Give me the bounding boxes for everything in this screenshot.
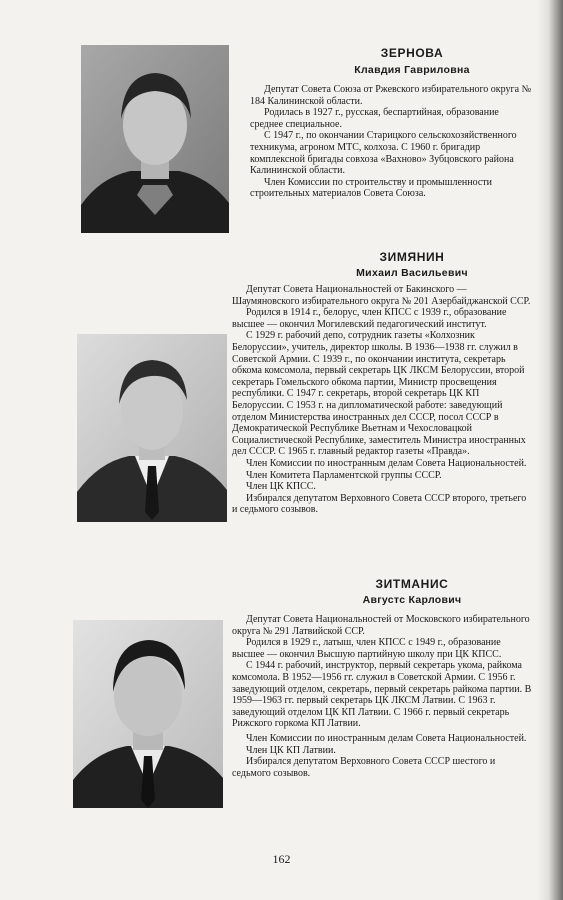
bio-paragraph: Депутат Совета Союза от Ржевского избирательного округа № 184 Калининской области. <box>250 84 532 107</box>
deputy-given-names: Августс Карлович <box>362 594 462 606</box>
bio-paragraph: Член Комиссии по иностранным делам Совета Национальностей. <box>246 457 527 469</box>
deputy-biography <box>232 614 532 779</box>
bio-paragraph: С 1929 г. рабочий депо, сотрудник газеты «Колхозник Белоруссии», учитель, директор школы. В 1936—1938 гг. служил в Советской Армии. С 1939 г., по окончании института, секретарь обкома комсомола, первый секретарь ЦК ЛКСМ Белоруссии, второй секретарь Гомельского обкома партии, Министр просвещения республики. С 1947 г. секретарь, второй секретарь ЦК КП Белоруссии. С 1953 г. на дипломатической работе: заведующий отделом Министерства иностранных дел СССР, посол СССР в Демократической Республике Вьетнам и Чехословацкой Социалистической Республике, заместитель Министра иностранных дел СССР. С 1965 г. главный редактор газеты «Правда». <box>232 330 526 458</box>
bio-paragraph: Член Комиссии по иностранным делам Совета Национальностей. <box>246 732 527 744</box>
deputy-surname: ЗИТМАНИС <box>375 577 449 591</box>
bio-paragraph: Родилась в 1927 г., русская, беспартийная, образование среднее специальное. <box>250 107 499 130</box>
bio-paragraph: Член ЦК КПСС. <box>246 481 316 493</box>
bio-paragraph: Родился в 1914 г., белорус, член КПСС с 1939 г., образование высшее — окончил Могилевский педагогический институт. <box>232 307 507 330</box>
deputy-surname: ЗИМЯНИН <box>379 250 445 264</box>
deputy-surname: ЗЕРНОВА <box>380 46 444 60</box>
deputy-given-names: Клавдия Гавриловна <box>354 64 470 76</box>
portrait-photo-zernova <box>81 45 229 233</box>
bio-paragraph: С 1944 г. рабочий, инструктор, первый секретарь укома, райкома комсомола. В 1952—1956 гг. служил в Советской Армии. С 1956 г. заведующий отделом, секретарь, первый секретарь райкома партии. В 1959—1963 гг. первый секретарь ЦК ЛКСМ Латвии. С 1963 г. заведующий отделом ЦК КП Латвии. С 1966 г. первый секретарь Рижского горкома КП Латвии. <box>232 660 532 730</box>
bio-paragraph: Член ЦК КП Латвии. <box>246 744 336 756</box>
deputy-given-names: Михаил Васильевич <box>356 267 468 279</box>
bio-paragraph: Депутат Совета Национальностей от Московского избирательного округа № 291 Латвийской ССР. <box>232 614 530 637</box>
deputy-biography <box>232 284 532 516</box>
book-spine-shadow <box>537 0 563 900</box>
bio-paragraph: Член Комитета Парламентской группы СССР. <box>246 469 442 481</box>
bio-paragraph: С 1947 г., по окончании Старицкого сельскохозяйственного техникума, агроном МТС, колхоза. С 1960 г. бригадир комплексной бригады совхоза «Вахново» Зубцовского района Калининской области. <box>250 130 517 177</box>
bio-paragraph: Депутат Совета Национальностей от Бакинского — Шаумяновского избирательного округа № 201 Азербайджанской ССР. <box>232 284 531 307</box>
deputy-biography <box>250 84 532 200</box>
page-number: 162 <box>272 852 291 866</box>
portrait-photo-zitmanis <box>73 620 223 808</box>
bio-paragraph: Член Комиссии по строительству и промышленности строительных материалов Совета Союза. <box>250 176 493 200</box>
portrait-photo-zimyanin <box>77 334 227 522</box>
bio-paragraph: Родился в 1929 г., латыш, член КПСС с 1949 г., образование высшее — окончил Высшую партийную школу при ЦК КПСС. <box>232 637 502 660</box>
bio-paragraph: Избирался депутатом Верховного Совета СССР второго, третьего и седьмого созывов. <box>232 492 527 516</box>
bio-paragraph: Избирался депутатом Верховного Совета СССР шестого и седьмого созывов. <box>232 756 496 779</box>
